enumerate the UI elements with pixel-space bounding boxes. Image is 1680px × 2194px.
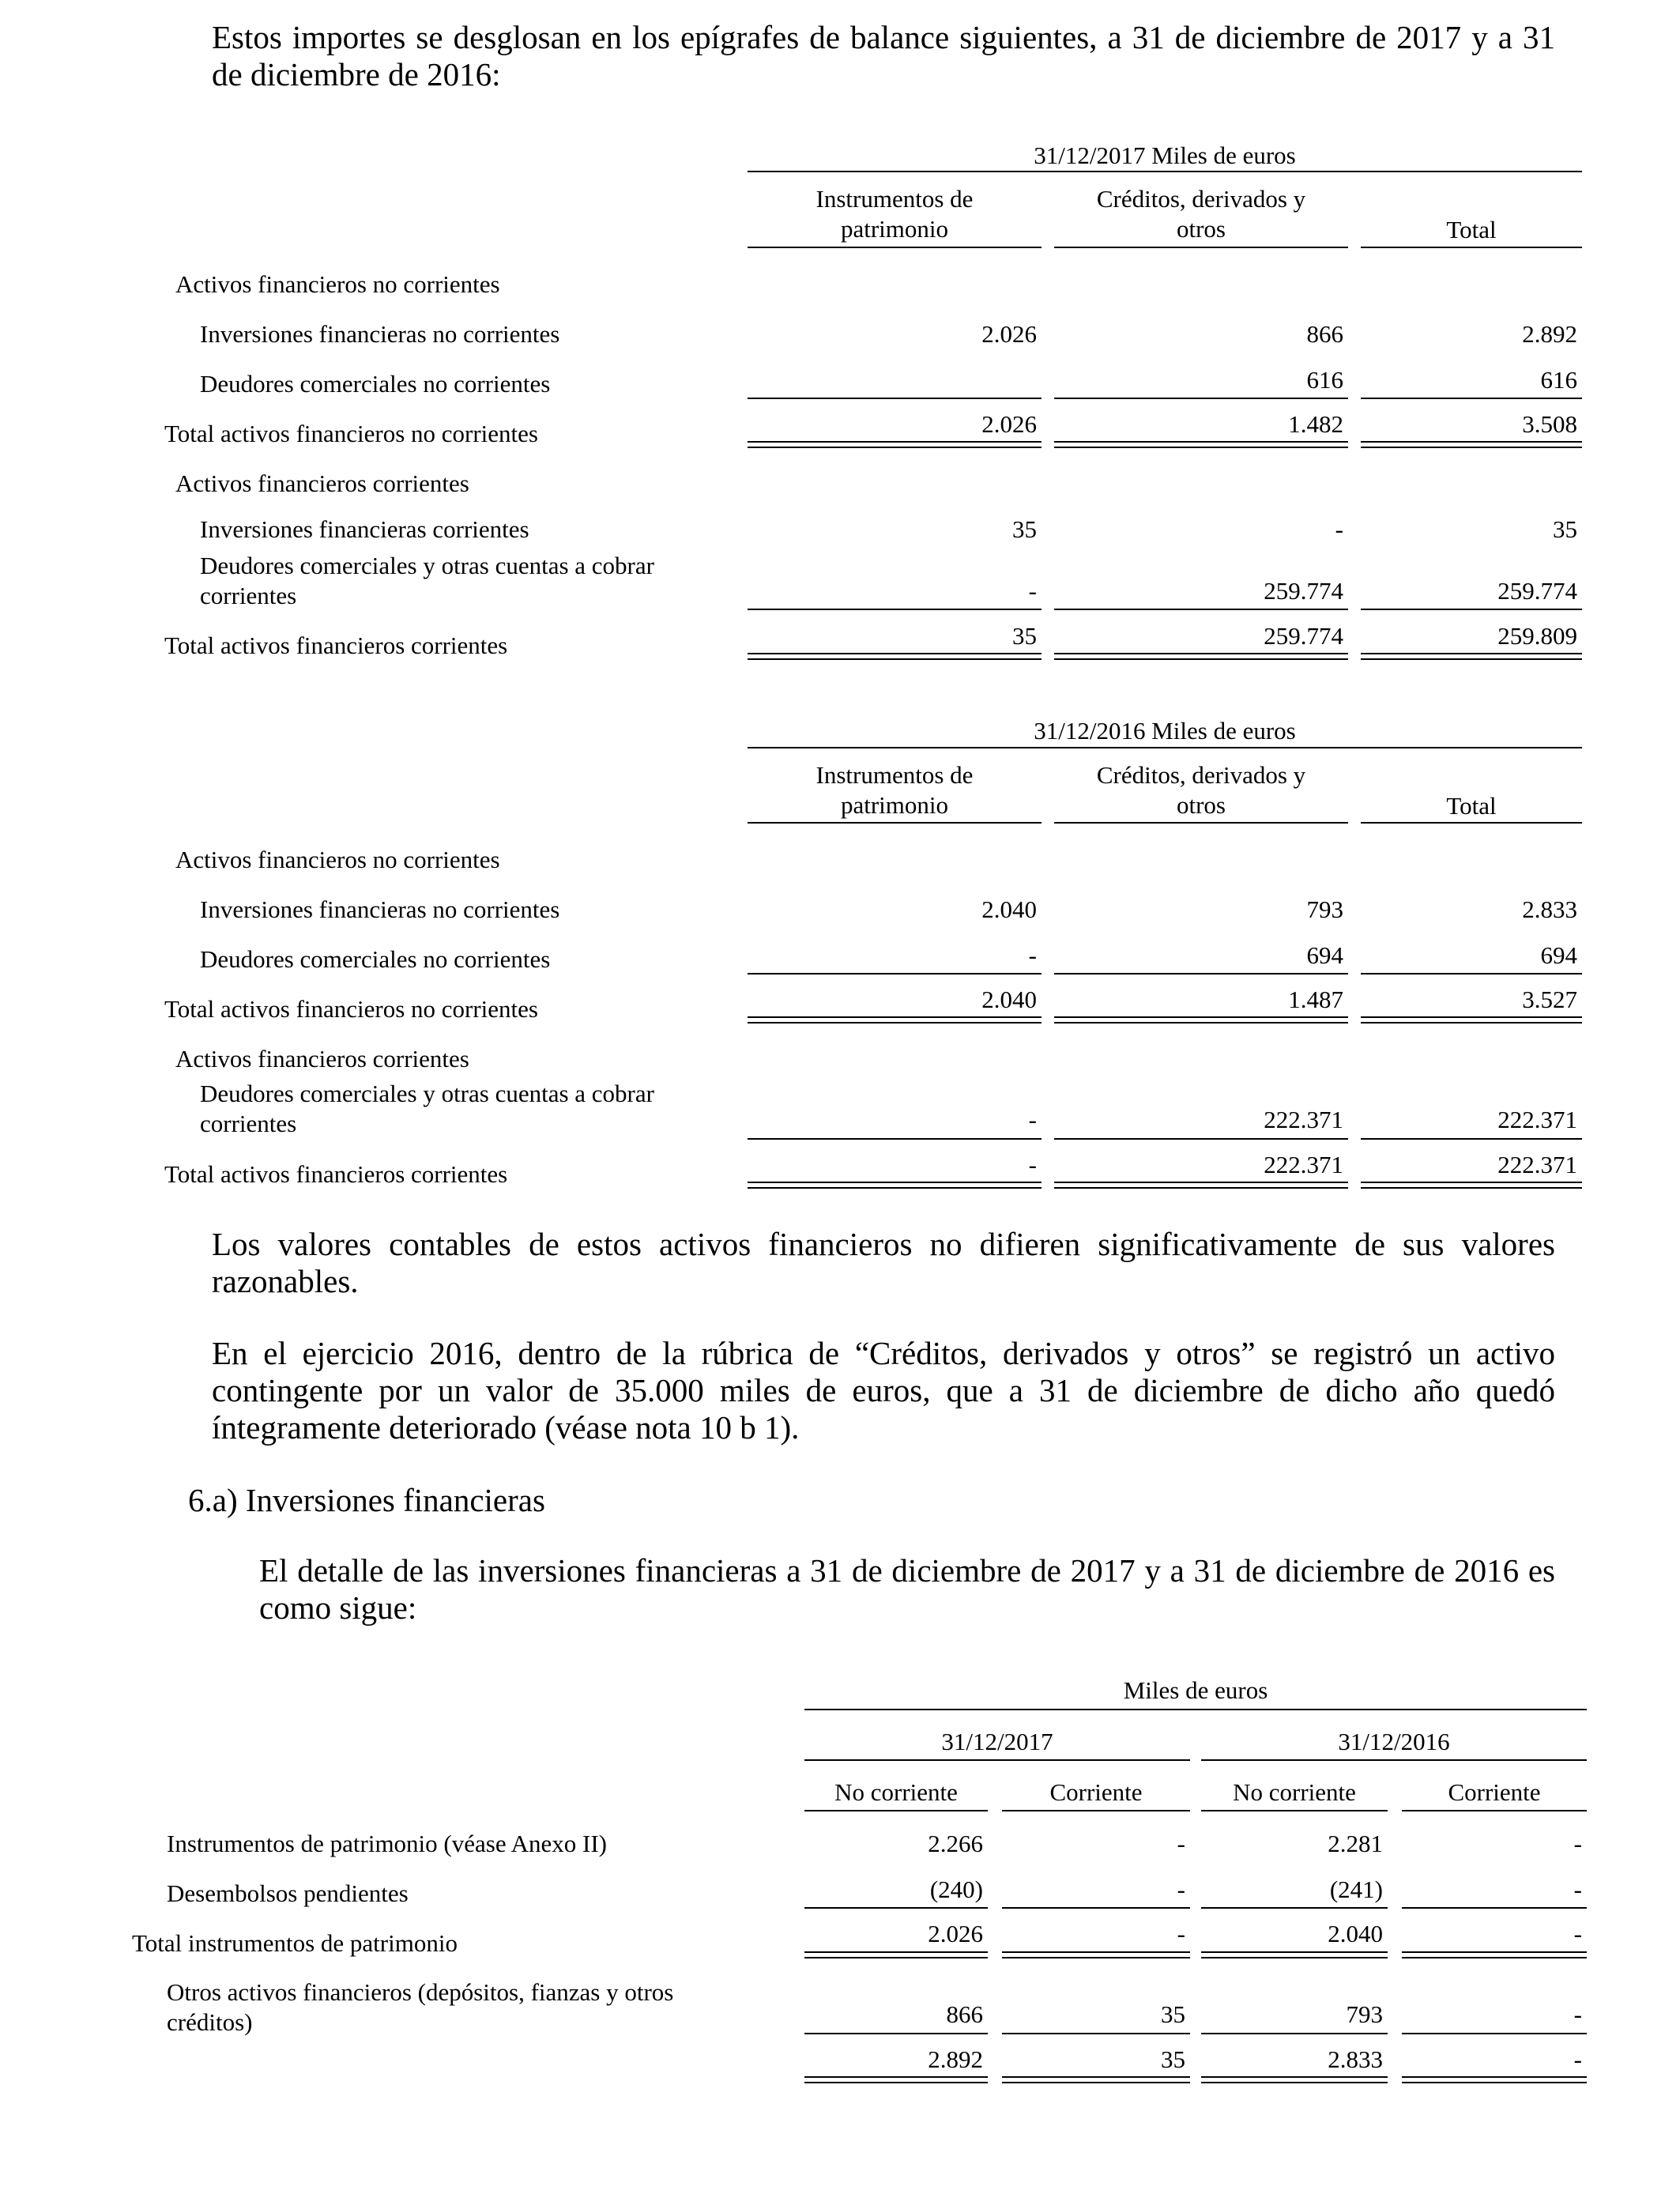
cell-nc-2017: 2.266 bbox=[928, 1830, 983, 1857]
total-double-rule bbox=[1054, 441, 1348, 448]
cell-creditos: 1.487 bbox=[1288, 986, 1343, 1013]
cell-nc-2017: 866 bbox=[946, 2000, 983, 2028]
row-label-total: Total instrumentos de patrimonio bbox=[132, 1929, 458, 1957]
row-label: Desembolsos pendientes bbox=[167, 1879, 409, 1907]
col-rule bbox=[1361, 822, 1582, 824]
cell-c-2017: 35 bbox=[1161, 2045, 1185, 2073]
section-label-corrientes: Activos financieros corrientes bbox=[175, 1045, 469, 1072]
total-double-rule bbox=[1002, 2076, 1190, 2083]
cell-total: 694 bbox=[1540, 941, 1577, 969]
section-heading: 6.a) Inversiones financieras bbox=[188, 1482, 545, 1518]
subtotal-rule bbox=[1361, 609, 1582, 610]
row-label-total: Total activos financieros no corrientes bbox=[164, 420, 538, 447]
total-double-rule bbox=[1402, 1951, 1587, 1958]
total-double-rule bbox=[1201, 2076, 1388, 2083]
intro-line-1: Estos importes se desglosan en los epígrafes de balance siguientes, a 31 de diciembre de 2017 y a 31 bbox=[212, 19, 1555, 55]
cell-nc-2016: 793 bbox=[1346, 2000, 1383, 2028]
section-label-no-corrientes: Activos financieros no corrientes bbox=[175, 846, 500, 873]
cell-total: 259.809 bbox=[1497, 622, 1577, 650]
cell-total: 259.774 bbox=[1497, 577, 1577, 605]
row-label-multiline: Deudores comerciales y otras cuentas a cobrar corrientes bbox=[200, 552, 654, 609]
cell-total: 3.508 bbox=[1522, 410, 1577, 438]
col-rule bbox=[1361, 247, 1582, 248]
col-rule bbox=[748, 822, 1042, 824]
subtotal-rule bbox=[1054, 973, 1348, 974]
cell-total: 616 bbox=[1540, 366, 1577, 394]
subtotal-rule bbox=[1361, 973, 1582, 974]
subtotal-rule bbox=[1054, 609, 1348, 610]
subtotal-rule bbox=[1402, 1907, 1587, 1909]
period-rule bbox=[804, 1759, 1190, 1761]
subtotal-rule bbox=[748, 609, 1042, 610]
subtotal-rule bbox=[1002, 2033, 1190, 2034]
cell-c-2017: - bbox=[1177, 1830, 1185, 1857]
subtotal-rule bbox=[748, 973, 1042, 974]
cell-creditos: 694 bbox=[1306, 941, 1343, 969]
cell-total: 3.527 bbox=[1522, 986, 1577, 1013]
col-rule bbox=[748, 247, 1042, 248]
total-double-rule bbox=[1361, 653, 1582, 660]
paragraph-valores: Los valores contables de estos activos financieros no difieren significativamente de sus valores razonables. bbox=[212, 1226, 1555, 1299]
col-header-corriente: Corriente bbox=[1448, 1778, 1541, 1806]
col-header-no-corriente: No corriente bbox=[834, 1778, 958, 1806]
total-double-rule bbox=[748, 653, 1042, 660]
cell-total: 222.371 bbox=[1497, 1106, 1577, 1133]
cell-c-2017: - bbox=[1177, 1875, 1185, 1903]
cell-total: 2.892 bbox=[1522, 320, 1577, 348]
cell-c-2016: - bbox=[1573, 2000, 1582, 2028]
col-rule bbox=[1402, 1810, 1587, 1811]
subtotal-rule bbox=[1361, 1138, 1582, 1140]
cell-c-2016: - bbox=[1573, 1920, 1582, 1947]
cell-total: 35 bbox=[1553, 515, 1577, 543]
cell-c-2016: - bbox=[1573, 1875, 1582, 1903]
cell-total: 2.833 bbox=[1522, 895, 1577, 923]
cell-creditos: 222.371 bbox=[1264, 1151, 1343, 1178]
cell-creditos: 1.482 bbox=[1288, 410, 1343, 438]
intro-paragraph bbox=[212, 19, 1555, 93]
cell-instrumentos: - bbox=[1028, 941, 1037, 969]
intro-inversiones: El detalle de las inversiones financieras a 31 de diciembre de 2017 y a 31 de diciembre de 2016 es como sigue: bbox=[259, 1552, 1555, 1626]
total-double-rule bbox=[1361, 441, 1582, 448]
total-double-rule bbox=[1054, 1182, 1348, 1189]
total-double-rule bbox=[748, 1016, 1042, 1023]
subtotal-rule bbox=[748, 1138, 1042, 1140]
cell-c-2016: - bbox=[1573, 2045, 1582, 2073]
col-header-instrumentos: Instrumentos de patrimonio bbox=[816, 761, 974, 819]
cell-c-2017: - bbox=[1177, 1920, 1185, 1947]
col-rule bbox=[1054, 822, 1348, 824]
total-double-rule bbox=[1054, 1016, 1348, 1023]
col-header-instrumentos: Instrumentos de patrimonio bbox=[816, 185, 974, 243]
subtotal-rule bbox=[1054, 1138, 1348, 1140]
cell-c-2016: - bbox=[1573, 1830, 1582, 1857]
cell-creditos: 259.774 bbox=[1264, 577, 1343, 605]
cell-creditos: - bbox=[1335, 515, 1343, 543]
total-double-rule bbox=[804, 1951, 988, 1958]
row-label-total: Total activos financieros corrientes bbox=[164, 631, 508, 659]
col-rule bbox=[1054, 247, 1348, 248]
cell-instrumentos: 35 bbox=[1012, 515, 1037, 543]
cell-instrumentos: 2.026 bbox=[981, 320, 1037, 348]
total-double-rule bbox=[1201, 1951, 1388, 1958]
subtotal-rule bbox=[1002, 1907, 1190, 1909]
header-rule-2017 bbox=[748, 171, 1582, 172]
subtotal-rule bbox=[804, 2033, 988, 2034]
col-header-total: Total bbox=[1446, 792, 1497, 820]
cell-c-2017: 35 bbox=[1161, 2000, 1185, 2028]
total-double-rule bbox=[1361, 1016, 1582, 1023]
total-double-rule bbox=[1402, 2076, 1587, 2083]
col-rule bbox=[1002, 1810, 1190, 1811]
row-label: Inversiones financieras no corrientes bbox=[200, 320, 560, 348]
cell-nc-2016: (241) bbox=[1329, 1875, 1383, 1903]
period-header-2017: 31/12/2017 bbox=[941, 1728, 1053, 1755]
header-rule bbox=[804, 1709, 1587, 1710]
cell-instrumentos: 2.040 bbox=[981, 986, 1037, 1013]
cell-nc-2016: 2.833 bbox=[1328, 2045, 1383, 2073]
subtotal-rule bbox=[1201, 2033, 1388, 2034]
section-label-corrientes: Activos financieros corrientes bbox=[175, 469, 469, 497]
row-label: Deudores comerciales no corrientes bbox=[200, 945, 551, 973]
total-double-rule bbox=[748, 441, 1042, 448]
col-rule bbox=[804, 1810, 988, 1811]
row-label-total: Total activos financieros no corrientes bbox=[164, 995, 538, 1023]
cell-instrumentos: 2.026 bbox=[981, 410, 1037, 438]
total-double-rule bbox=[804, 2076, 988, 2083]
period-rule bbox=[1201, 1759, 1587, 1761]
row-label-multiline: Otros activos financieros (depósitos, fianzas y otros créditos) bbox=[167, 1978, 674, 2036]
cell-creditos: 866 bbox=[1306, 320, 1343, 348]
cell-nc-2017: 2.892 bbox=[928, 2045, 983, 2073]
row-label-total: Total activos financieros corrientes bbox=[164, 1160, 508, 1188]
section-label-no-corrientes: Activos financieros no corrientes bbox=[175, 270, 500, 298]
units-header: Miles de euros bbox=[1123, 1676, 1268, 1704]
period-header-2016: 31/12/2016 bbox=[1338, 1728, 1450, 1755]
total-double-rule bbox=[748, 1182, 1042, 1189]
row-label-multiline: Deudores comerciales y otras cuentas a cobrar corrientes bbox=[200, 1080, 654, 1137]
col-header-corriente: Corriente bbox=[1049, 1778, 1143, 1806]
row-label: Deudores comerciales no corrientes bbox=[200, 370, 551, 398]
cell-instrumentos: - bbox=[1028, 1151, 1037, 1178]
cell-instrumentos: 35 bbox=[1012, 622, 1037, 650]
subtotal-rule bbox=[1361, 398, 1582, 399]
col-header-no-corriente: No corriente bbox=[1233, 1778, 1356, 1806]
row-label: Inversiones financieras corrientes bbox=[200, 515, 529, 543]
period-header-2017: 31/12/2017 Miles de euros bbox=[1034, 141, 1296, 169]
col-rule bbox=[1201, 1810, 1388, 1811]
col-header-creditos: Créditos, derivados y otros bbox=[1096, 761, 1306, 819]
col-header-total: Total bbox=[1446, 216, 1497, 243]
cell-instrumentos: 2.040 bbox=[981, 895, 1037, 923]
subtotal-rule bbox=[1054, 398, 1348, 399]
header-rule-2016 bbox=[748, 747, 1582, 748]
cell-total: 222.371 bbox=[1497, 1151, 1577, 1178]
row-label: Instrumentos de patrimonio (véase Anexo II) bbox=[167, 1830, 607, 1857]
col-header-creditos: Créditos, derivados y otros bbox=[1096, 185, 1306, 243]
cell-nc-2016: 2.040 bbox=[1328, 1920, 1383, 1947]
cell-instrumentos: - bbox=[1028, 577, 1037, 605]
cell-creditos: 222.371 bbox=[1264, 1106, 1343, 1133]
cell-nc-2017: 2.026 bbox=[928, 1920, 983, 1947]
row-label: Inversiones financieras no corrientes bbox=[200, 895, 560, 923]
cell-creditos: 616 bbox=[1306, 366, 1343, 394]
cell-instrumentos: - bbox=[1028, 1106, 1037, 1133]
total-double-rule bbox=[1054, 653, 1348, 660]
cell-nc-2016: 2.281 bbox=[1328, 1830, 1383, 1857]
subtotal-rule bbox=[804, 1907, 988, 1909]
intro-line-2: de diciembre de 2016: bbox=[212, 56, 501, 92]
period-header-2016: 31/12/2016 Miles de euros bbox=[1034, 717, 1296, 745]
paragraph-2016: En el ejercicio 2016, dentro de la rúbrica de “Créditos, derivados y otros” se registró un activo contingente por un valor de 35.000 miles de euros, que a 31 de diciembre de dicho año quedó íntegramente deteriorado (véase nota 10 b 1). bbox=[212, 1335, 1555, 1446]
subtotal-rule bbox=[1402, 2033, 1587, 2034]
subtotal-rule bbox=[748, 398, 1042, 399]
cell-nc-2017: (240) bbox=[929, 1875, 983, 1903]
total-double-rule bbox=[1002, 1951, 1190, 1958]
subtotal-rule bbox=[1201, 1907, 1388, 1909]
cell-creditos: 793 bbox=[1306, 895, 1343, 923]
cell-creditos: 259.774 bbox=[1264, 622, 1343, 650]
total-double-rule bbox=[1361, 1182, 1582, 1189]
